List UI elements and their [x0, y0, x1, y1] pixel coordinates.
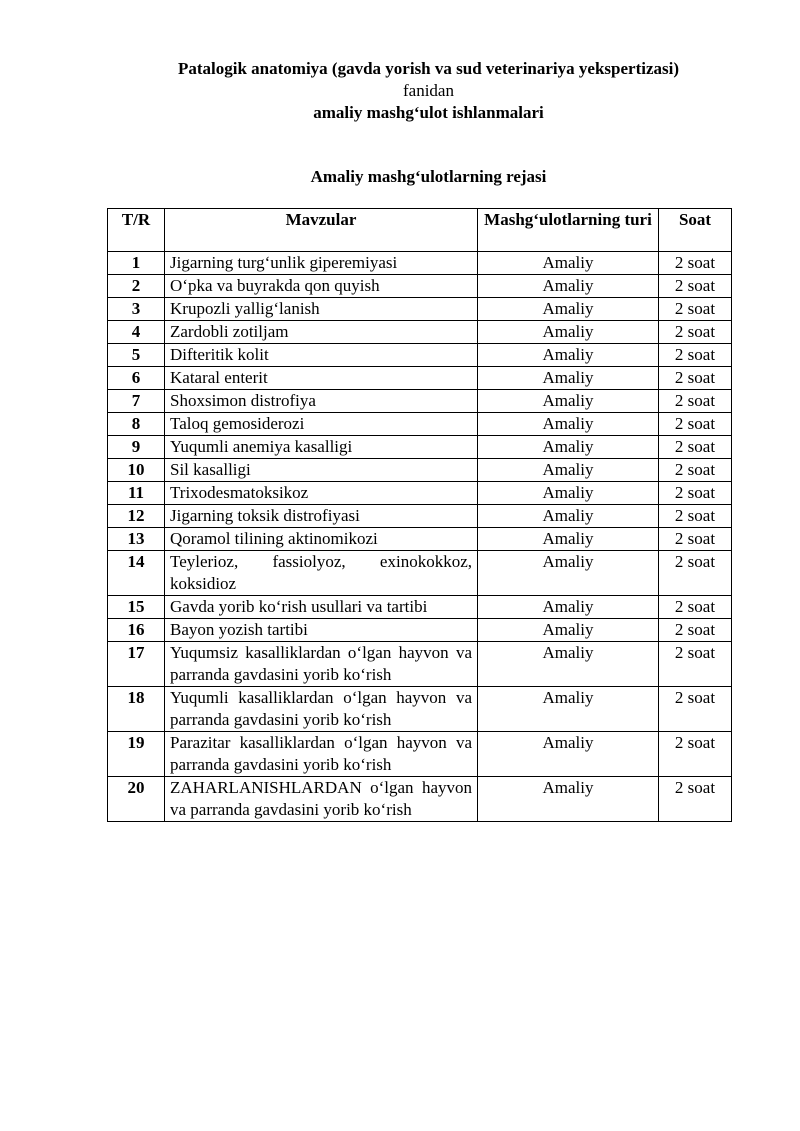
table-body	[108, 252, 732, 822]
subject-suffix: fanidan	[403, 81, 454, 100]
table-row	[108, 596, 732, 619]
row-hours: 2 soat	[659, 619, 732, 642]
row-topic: Gavda yorib ko‘rish usullari va tartibi	[165, 596, 478, 619]
table-row	[108, 528, 732, 551]
table-row	[108, 252, 732, 275]
row-number: 11	[108, 482, 165, 505]
row-number: 20	[108, 777, 165, 822]
row-number: 16	[108, 619, 165, 642]
row-type: Amaliy	[478, 252, 659, 275]
table-row	[108, 551, 732, 596]
column-header-type: Mashg‘ulotlarning turi	[478, 209, 659, 252]
row-topic: Jigarning turg‘unlik giperemiyasi	[165, 252, 478, 275]
lesson-plan-table	[107, 208, 732, 822]
row-topic: Yuqumli anemiya kasalligi	[165, 436, 478, 459]
row-hours: 2 soat	[659, 321, 732, 344]
table-row	[108, 298, 732, 321]
table-row	[108, 367, 732, 390]
row-type: Amaliy	[478, 596, 659, 619]
row-number: 6	[108, 367, 165, 390]
row-type: Amaliy	[478, 505, 659, 528]
row-type: Amaliy	[478, 298, 659, 321]
row-topic: Taloq gemosiderozi	[165, 413, 478, 436]
row-type: Amaliy	[478, 275, 659, 298]
row-topic: Teylerioz, fassiolyoz, exinokokkoz, koksidioz	[165, 551, 478, 596]
row-hours: 2 soat	[659, 459, 732, 482]
table-row	[108, 687, 732, 732]
row-hours: 2 soat	[659, 687, 732, 732]
row-number: 1	[108, 252, 165, 275]
table-row	[108, 732, 732, 777]
table-row	[108, 642, 732, 687]
row-number: 2	[108, 275, 165, 298]
row-hours: 2 soat	[659, 413, 732, 436]
row-hours: 2 soat	[659, 551, 732, 596]
row-number: 19	[108, 732, 165, 777]
row-topic: Jigarning toksik distrofiyasi	[165, 505, 478, 528]
table-row	[108, 459, 732, 482]
row-type: Amaliy	[478, 732, 659, 777]
row-type: Amaliy	[478, 459, 659, 482]
row-hours: 2 soat	[659, 344, 732, 367]
row-hours: 2 soat	[659, 528, 732, 551]
table-row	[108, 505, 732, 528]
row-hours: 2 soat	[659, 642, 732, 687]
row-number: 15	[108, 596, 165, 619]
column-header-number: T/R	[108, 209, 165, 252]
row-number: 4	[108, 321, 165, 344]
table-row	[108, 482, 732, 505]
row-topic: Krupozli yallig‘lanish	[165, 298, 478, 321]
row-hours: 2 soat	[659, 732, 732, 777]
row-hours: 2 soat	[659, 505, 732, 528]
row-type: Amaliy	[478, 413, 659, 436]
row-type: Amaliy	[478, 482, 659, 505]
subject-title: Patalogik anatomiya (gavda yorish va sud veterinariya yekspertizasi)	[177, 59, 679, 78]
row-topic: Kataral enterit	[165, 367, 478, 390]
column-header-hours: Soat	[659, 209, 732, 252]
row-type: Amaliy	[478, 436, 659, 459]
row-type: Amaliy	[478, 321, 659, 344]
row-topic: Zardobli zotiljam	[165, 321, 478, 344]
row-number: 18	[108, 687, 165, 732]
row-hours: 2 soat	[659, 596, 732, 619]
plan-title: Amaliy mashg‘ulotlarning rejasi	[310, 167, 547, 186]
table-row	[108, 390, 732, 413]
row-topic: Shoxsimon distrofiya	[165, 390, 478, 413]
row-type: Amaliy	[478, 551, 659, 596]
row-topic: Difteritik kolit	[165, 344, 478, 367]
row-hours: 2 soat	[659, 367, 732, 390]
table-row	[108, 275, 732, 298]
row-number: 12	[108, 505, 165, 528]
row-topic: Sil kasalligi	[165, 459, 478, 482]
row-topic: ZAHARLANISHLARDAN o‘lgan hayvon va parranda gavdasini yorib ko‘rish	[165, 777, 478, 822]
row-number: 5	[108, 344, 165, 367]
table-row	[108, 344, 732, 367]
row-hours: 2 soat	[659, 298, 732, 321]
row-type: Amaliy	[478, 344, 659, 367]
row-hours: 2 soat	[659, 252, 732, 275]
row-number: 7	[108, 390, 165, 413]
row-hours: 2 soat	[659, 777, 732, 822]
row-hours: 2 soat	[659, 436, 732, 459]
document-header	[0, 58, 800, 124]
table-header-row	[108, 209, 732, 252]
row-type: Amaliy	[478, 642, 659, 687]
row-type: Amaliy	[478, 619, 659, 642]
row-topic: Yuqumli kasalliklardan o‘lgan hayvon va parranda gavdasini yorib ko‘rish	[165, 687, 478, 732]
table-row	[108, 413, 732, 436]
row-topic: Bayon yozish tartibi	[165, 619, 478, 642]
row-type: Amaliy	[478, 528, 659, 551]
row-type: Amaliy	[478, 390, 659, 413]
row-number: 14	[108, 551, 165, 596]
row-type: Amaliy	[478, 687, 659, 732]
row-type: Amaliy	[478, 777, 659, 822]
row-topic: Trixodesmatoksikoz	[165, 482, 478, 505]
row-hours: 2 soat	[659, 390, 732, 413]
row-hours: 2 soat	[659, 482, 732, 505]
row-topic: Qoramol tilining aktinomikozi	[165, 528, 478, 551]
row-number: 13	[108, 528, 165, 551]
table-row	[108, 619, 732, 642]
column-header-topics: Mavzular	[165, 209, 478, 252]
row-topic: O‘pka va buyrakda qon quyish	[165, 275, 478, 298]
row-type: Amaliy	[478, 367, 659, 390]
document-title: amaliy mashg‘ulot ishlanmalari	[313, 103, 544, 122]
row-number: 3	[108, 298, 165, 321]
row-number: 8	[108, 413, 165, 436]
table-row	[108, 321, 732, 344]
table-row	[108, 436, 732, 459]
row-number: 17	[108, 642, 165, 687]
row-number: 9	[108, 436, 165, 459]
row-topic: Yuqumsiz kasalliklardan o‘lgan hayvon va parranda gavdasini yorib ko‘rish	[165, 642, 478, 687]
row-number: 10	[108, 459, 165, 482]
row-topic: Parazitar kasalliklardan o‘lgan hayvon va parranda gavdasini yorib ko‘rish	[165, 732, 478, 777]
table-row	[108, 777, 732, 822]
row-hours: 2 soat	[659, 275, 732, 298]
